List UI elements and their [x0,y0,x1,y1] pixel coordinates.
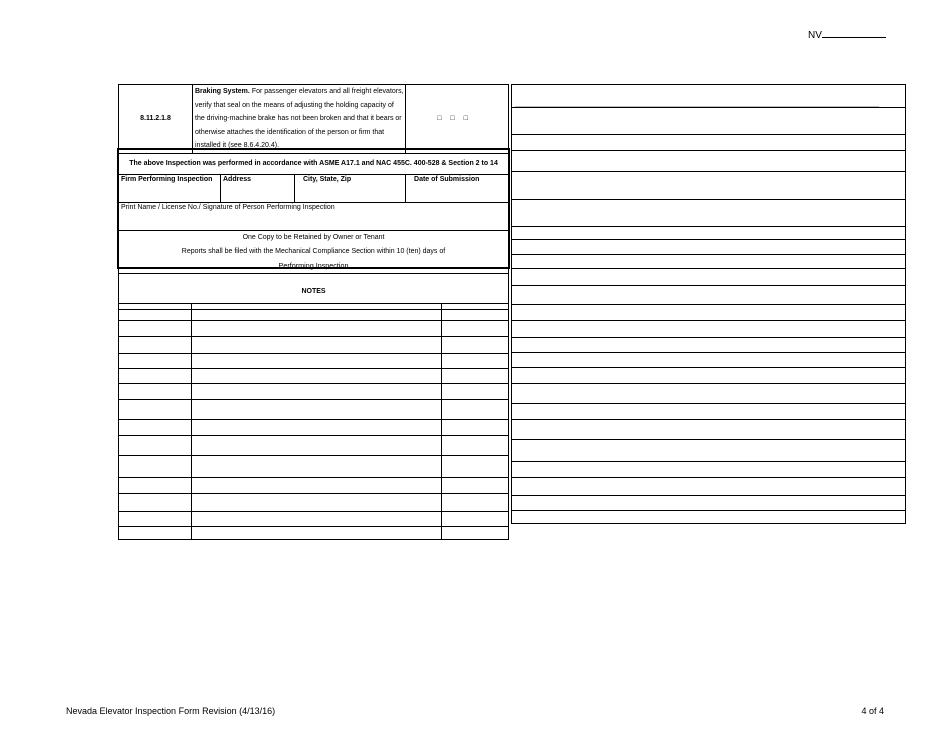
firm-row [119,174,509,202]
right-row[interactable] [512,269,906,286]
inspection-item-row [119,85,509,154]
footer-form-revision: Nevada Elevator Inspection Form Revision (4/13/16) [66,706,276,716]
right-row[interactable] [512,420,906,440]
right-row[interactable] [512,496,906,511]
right-row[interactable] [512,227,906,240]
date-of-submission-field[interactable]: Date of Submission [406,174,509,202]
signature-row [119,202,509,230]
braking-system-title: Braking System. [195,88,250,95]
right-row[interactable] [512,511,906,524]
braking-system-text [193,85,406,154]
notes-row[interactable] [119,354,509,369]
right-row[interactable] [512,404,906,420]
right-row[interactable] [512,85,906,108]
signature-field[interactable]: Print Name / License No./ Signature of Person Performing Inspection [119,202,509,230]
notes-title: NOTES [119,273,509,309]
copy-notice-row [119,230,509,273]
right-row[interactable] [512,240,906,255]
notes-row[interactable] [119,304,509,321]
nv-number-field [808,28,886,41]
right-row[interactable] [512,200,906,227]
right-row[interactable] [512,255,906,269]
notes-left-grid [118,303,509,540]
copy-notice [119,230,509,273]
compliance-notice: The above Inspection was performed in accordance with ASME A17.1 and NAC 455C. 400-528 & Section 2 to 14 [119,153,509,174]
notes-row[interactable] [119,384,509,400]
right-row[interactable] [512,172,906,200]
copy-notice-line3: Performing Inspection [278,260,349,270]
notes-row[interactable] [119,512,509,527]
notes-right-grid [511,84,906,524]
footer-page-number: 4 of 4 [861,706,884,716]
address-field[interactable]: Address [221,174,295,202]
notes-row[interactable] [119,420,509,436]
section-number: 8.11.2.1.8 [119,85,193,154]
notes-row[interactable] [119,436,509,456]
notes-row[interactable] [119,494,509,512]
right-row[interactable] [512,353,906,368]
braking-system-description: For passenger elevators and all freight elevators, verify that seal on the means of adjusting the holding capacity of the driving-machine brake has not been broken and that it bears or otherwise attaches the identification of the person or firm that installed it (see 8.6.4.20.4). [195,88,404,149]
copy-notice-line2: Reports shall be filed with the Mechanical Compliance Section within 10 (ten) days of [181,247,446,255]
right-row[interactable] [512,305,906,321]
right-row[interactable] [512,286,906,305]
notes-row[interactable] [119,456,509,478]
right-row[interactable] [512,108,906,135]
city-state-zip-field[interactable]: City, State, Zip [295,174,406,202]
notes-row[interactable] [119,337,509,354]
notes-row[interactable] [119,369,509,384]
right-row[interactable] [512,368,906,384]
firm-performing-inspection-field[interactable]: Firm Performing Inspection [119,174,221,202]
right-row[interactable] [512,151,906,172]
right-row[interactable] [512,135,906,151]
faint-rule [515,106,879,107]
right-row[interactable] [512,462,906,478]
copy-notice-line1: One Copy to be Retained by Owner or Tenant [242,233,385,241]
notes-row[interactable] [119,400,509,420]
notes-row[interactable] [119,478,509,494]
notes-row[interactable] [119,527,509,540]
inspection-left-table [118,84,509,310]
right-row[interactable] [512,384,906,404]
right-row[interactable] [512,338,906,353]
compliance-row [119,153,509,174]
nv-label: NV [808,30,822,41]
right-row[interactable] [512,440,906,462]
nv-blank-line[interactable] [822,28,886,38]
notes-row[interactable] [119,321,509,337]
right-row[interactable] [512,478,906,496]
right-row[interactable] [512,321,906,338]
inspection-checkboxes[interactable]: □□□ [406,85,509,154]
